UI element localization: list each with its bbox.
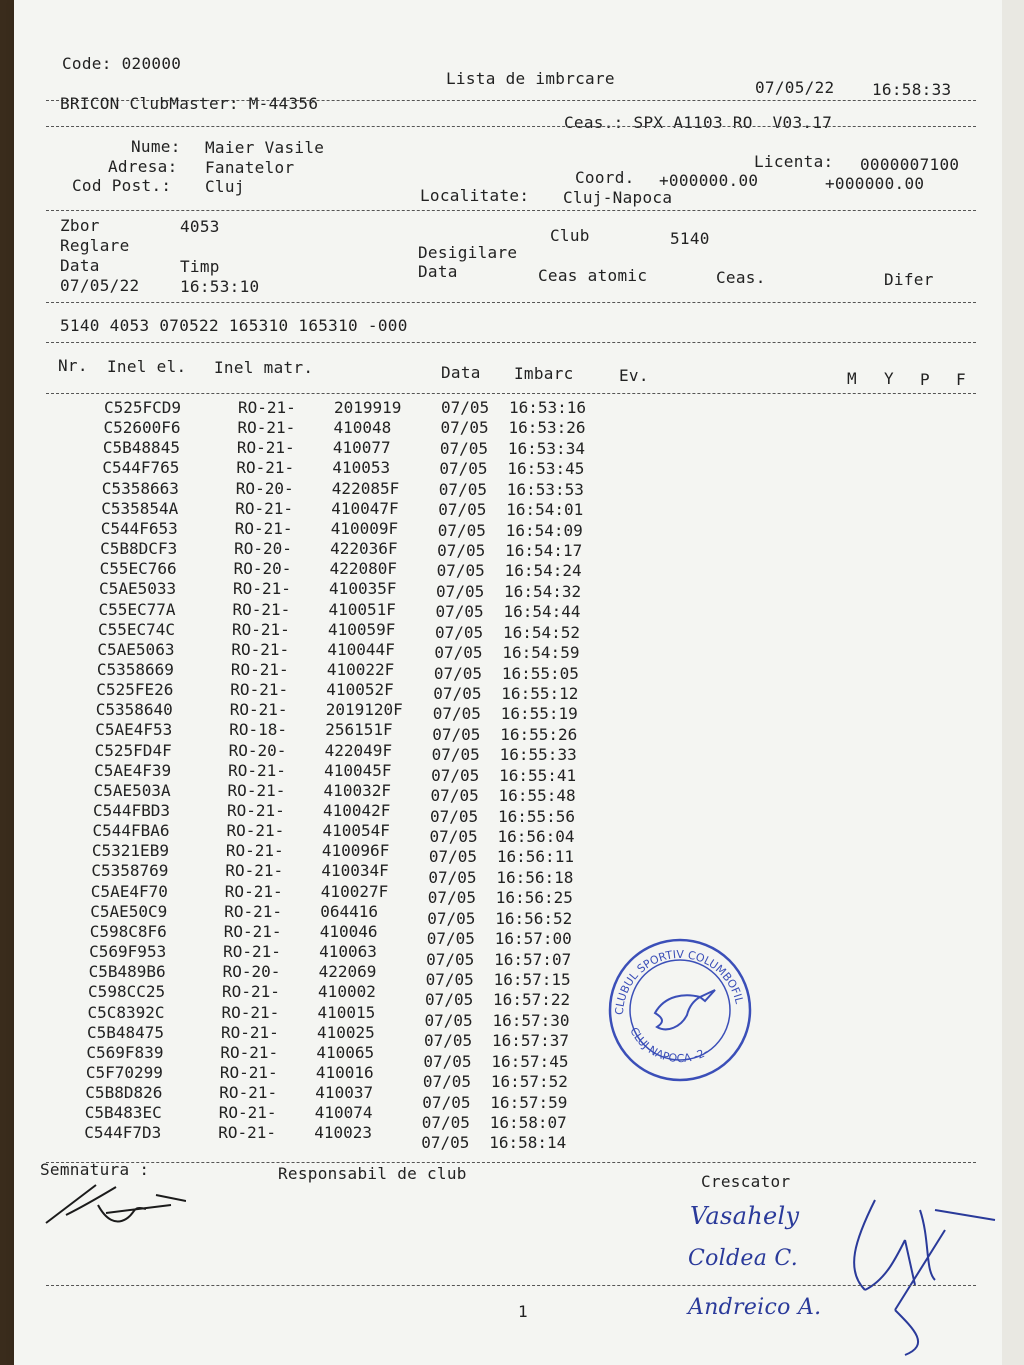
ring-prefix: RO-21- xyxy=(238,398,296,417)
svg-text:CLUJ-NAPOCA -2-: CLUJ-NAPOCA -2- xyxy=(627,1025,711,1066)
ring-prefix: RO-21- xyxy=(218,1103,277,1123)
ring-number: 422080F xyxy=(329,559,398,579)
electronic-ring: C525FE26 xyxy=(96,680,174,700)
ring-prefix: RO-20- xyxy=(233,559,292,579)
ring-prefix: RO-21- xyxy=(234,518,293,538)
electronic-ring: C5358640 xyxy=(95,700,173,720)
coord-label: Coord. xyxy=(575,168,635,187)
entry-time: 16:55:56 xyxy=(498,806,576,826)
ring-number: 422036F xyxy=(330,539,398,559)
ring-number: 410077 xyxy=(332,438,391,458)
entry-time: 16:54:09 xyxy=(505,520,583,540)
entry-time: 16:57:30 xyxy=(492,1010,570,1030)
ring-number: 410051F xyxy=(328,599,396,619)
ring-prefix: RO-21- xyxy=(225,861,284,881)
signature-scribble xyxy=(835,1180,1000,1360)
separator xyxy=(46,393,976,394)
electronic-ring: C535854A xyxy=(101,498,179,518)
ring-number: 410009F xyxy=(330,518,399,538)
entry-date: 07/05 xyxy=(430,786,479,806)
entry-time: 16:57:22 xyxy=(493,990,571,1010)
desigilare-label: Desigilare xyxy=(418,243,518,262)
electronic-ring: C52600F6 xyxy=(103,418,181,438)
code-label: Code: 020000 xyxy=(62,54,182,73)
coord-x: +000000.00 xyxy=(659,171,759,190)
entry-time: 16:57:00 xyxy=(494,929,572,949)
entry-date: 07/05 xyxy=(429,826,478,846)
ring-prefix: RO-21- xyxy=(230,659,289,679)
electronic-ring: C544FBA6 xyxy=(92,821,170,841)
electronic-ring: C5358663 xyxy=(101,478,179,498)
entry-date: 07/05 xyxy=(422,1072,472,1092)
ring-prefix: RO-21- xyxy=(231,639,290,659)
ring-number: 410046 xyxy=(319,921,378,941)
separator xyxy=(46,342,976,343)
ring-number: 410016 xyxy=(315,1062,374,1082)
separator xyxy=(46,126,976,127)
ring-number: 410065 xyxy=(316,1042,375,1062)
ring-number: 410074 xyxy=(314,1103,373,1123)
electronic-ring: C5F70299 xyxy=(85,1062,163,1082)
entry-date: 07/05 xyxy=(439,438,489,458)
entry-time: 16:54:44 xyxy=(503,602,581,622)
entry-date: 07/05 xyxy=(426,949,475,969)
entry-date: 07/05 xyxy=(423,1031,473,1051)
entry-date: 07/05 xyxy=(434,622,484,642)
ring-number: 410052F xyxy=(326,680,394,700)
ring-prefix: RO-21- xyxy=(231,619,290,639)
ring-prefix: RO-21- xyxy=(236,458,295,478)
electronic-ring: C5358669 xyxy=(96,659,174,679)
entry-date: 07/05 xyxy=(428,847,478,867)
electronic-ring: C598C8F6 xyxy=(89,921,167,941)
entry-date: 07/05 xyxy=(435,602,484,622)
ring-number: 422049F xyxy=(324,740,393,760)
col-header-data: Data xyxy=(441,363,481,382)
ring-number: 2019120F xyxy=(325,700,403,720)
entry-time: 16:57:45 xyxy=(491,1051,569,1071)
club-value: 5140 xyxy=(670,229,710,248)
entry-time: 16:54:59 xyxy=(502,643,580,663)
ring-number: 410063 xyxy=(319,942,377,962)
club-label: Club xyxy=(550,226,590,245)
ceas-label: Ceas. xyxy=(716,268,766,287)
separator xyxy=(46,1162,976,1163)
ring-number: 410035F xyxy=(329,579,397,599)
entry-time: 16:58:07 xyxy=(489,1112,567,1132)
ring-prefix: RO-20- xyxy=(234,539,292,559)
ring-number: 256151F xyxy=(325,720,393,740)
address-label: Adresa: xyxy=(108,157,178,176)
entry-time: 16:56:04 xyxy=(497,826,575,846)
ring-number: 2019919 xyxy=(334,398,402,417)
ring-prefix: RO-18- xyxy=(229,720,287,740)
ring-prefix: RO-21- xyxy=(224,881,283,901)
ring-prefix: RO-21- xyxy=(229,700,288,720)
ring-number: 410045F xyxy=(324,760,392,780)
entry-date: 07/05 xyxy=(432,724,481,744)
entry-date: 07/05 xyxy=(421,1133,470,1153)
entry-date: 07/05 xyxy=(425,990,474,1010)
electronic-ring: C544FBD3 xyxy=(93,801,171,820)
ring-prefix: RO-21- xyxy=(222,982,280,1002)
electronic-ring: C5B489B6 xyxy=(88,962,166,982)
col-header-y: Y xyxy=(884,369,894,388)
electronic-ring: C569F953 xyxy=(89,942,167,962)
document-title: Lista de imbrcare xyxy=(446,69,615,88)
ring-prefix: RO-21- xyxy=(219,1083,278,1103)
ring-number: 410032F xyxy=(323,780,391,800)
timp-label: Timp xyxy=(180,257,220,276)
separator xyxy=(46,302,976,303)
postal-label: Cod Post.: xyxy=(72,176,172,195)
name-label: Nume: xyxy=(131,137,181,156)
col-header-imbarc: Imbarc xyxy=(514,364,574,383)
entry-time: 16:57:15 xyxy=(493,969,571,989)
entry-time: 16:54:01 xyxy=(506,500,584,520)
signature-scribble xyxy=(36,1175,186,1235)
ring-number: 410034F xyxy=(321,861,389,881)
owner-license: 0000007100 xyxy=(860,155,960,174)
svg-text:CLUBUL SPORTIV COLUMBOFIL: CLUBUL SPORTIV COLUMBOFIL xyxy=(612,947,746,1016)
ring-prefix: RO-21- xyxy=(223,921,282,941)
entry-time: 16:55:48 xyxy=(498,786,576,806)
ring-number: 410027F xyxy=(320,881,389,901)
entry-date: 07/05 xyxy=(439,459,488,479)
electronic-ring: C5AE4F39 xyxy=(94,760,172,780)
entry-date: 07/05 xyxy=(441,398,490,417)
entry-date: 07/05 xyxy=(430,806,479,826)
reglare-label: Reglare xyxy=(60,236,130,255)
club-stamp xyxy=(605,935,755,1089)
electronic-ring: C5B8D826 xyxy=(85,1083,163,1103)
electronic-ring: C5AE5033 xyxy=(99,579,177,599)
ring-number: 422069 xyxy=(318,962,377,982)
entry-time: 16:57:37 xyxy=(491,1031,569,1051)
signature-label: Semnatura : xyxy=(40,1160,150,1179)
entry-date: 07/05 xyxy=(438,479,487,499)
ring-prefix: RO-21- xyxy=(235,498,294,518)
entry-date: 07/05 xyxy=(425,969,474,989)
entry-time: 16:53:45 xyxy=(507,459,585,479)
license-label: Licenta: xyxy=(754,152,834,171)
ceas-atomic-label: Ceas atomic xyxy=(538,266,648,285)
ring-number: 410015 xyxy=(317,1002,376,1022)
ring-number: 410037 xyxy=(315,1083,374,1103)
electronic-ring: C55EC77A xyxy=(98,599,176,619)
entry-date: 07/05 xyxy=(437,540,486,560)
ring-prefix: RO-21- xyxy=(227,801,285,820)
entry-time: 16:56:25 xyxy=(495,888,573,908)
zbor-label: Zbor xyxy=(60,216,100,235)
ring-prefix: RO-21- xyxy=(224,901,283,921)
entry-date: 07/05 xyxy=(428,867,477,887)
electronic-ring: C5AE4F53 xyxy=(95,720,173,740)
ring-prefix: RO-21- xyxy=(220,1022,279,1042)
entry-date: 07/05 xyxy=(434,643,483,663)
breeder-label: Crescator xyxy=(701,1172,791,1191)
entry-date: 07/05 xyxy=(436,561,485,581)
entry-time: 16:55:41 xyxy=(499,765,577,785)
entry-date: 07/05 xyxy=(426,929,475,949)
stamp-seal xyxy=(605,935,755,1085)
ring-number: 064416 xyxy=(320,901,379,921)
entry-time: 16:55:12 xyxy=(501,683,579,703)
col-header-ev: Ev. xyxy=(619,366,649,385)
electronic-ring: C5321EB9 xyxy=(91,841,169,861)
electronic-ring: C525FCD9 xyxy=(104,398,182,417)
entry-time: 16:54:52 xyxy=(502,622,580,642)
underlying-sheet xyxy=(1002,0,1024,1365)
ring-prefix: RO-21- xyxy=(220,1042,279,1062)
separator xyxy=(46,1285,976,1286)
flight-code-line: 5140 4053 070522 165310 165310 -000 xyxy=(60,316,408,335)
ring-prefix: RO-21- xyxy=(236,438,295,458)
handwritten-signature: Andreico A. xyxy=(688,1295,822,1320)
electronic-ring: C544F765 xyxy=(102,458,180,478)
entry-time: 16:57:07 xyxy=(494,949,572,969)
entry-date: 07/05 xyxy=(424,1010,473,1030)
print-date: 07/05/22 xyxy=(755,78,835,97)
handwritten-signature: Vasahely xyxy=(690,1202,800,1230)
electronic-ring: C5B8DCF3 xyxy=(100,539,178,559)
electronic-ring: C598CC25 xyxy=(88,982,166,1002)
entry-time: 16:55:19 xyxy=(500,704,578,724)
ring-prefix: RO-20- xyxy=(222,962,281,982)
entry-date: 07/05 xyxy=(422,1092,471,1112)
entry-date: 07/05 xyxy=(440,418,489,438)
entry-time: 16:54:32 xyxy=(504,581,582,601)
entry-date: 07/05 xyxy=(431,765,480,785)
entry-date: 07/05 xyxy=(433,663,483,683)
entry-date: 07/05 xyxy=(427,888,476,908)
ring-number: 410096F xyxy=(321,841,390,861)
entry-date: 07/05 xyxy=(433,683,482,703)
entry-time: 16:54:24 xyxy=(504,561,582,581)
ring-number: 410054F xyxy=(322,821,390,841)
club-responsible-label: Responsabil de club xyxy=(278,1164,467,1183)
entry-date: 07/05 xyxy=(427,908,476,928)
entry-time: 16:55:26 xyxy=(500,724,578,744)
entry-time: 16:56:52 xyxy=(495,908,573,928)
brand-line: BRICON ClubMaster: M-44356 xyxy=(60,94,319,113)
col-header-m: M xyxy=(847,369,857,388)
reglare-date: 07/05/22 xyxy=(60,276,140,295)
ring-number: 410059F xyxy=(327,619,396,639)
coord-y: +000000.00 xyxy=(825,174,925,193)
handwritten-signature: Coldea C. xyxy=(688,1246,799,1271)
electronic-ring: C544F653 xyxy=(100,518,178,538)
col-header-inel-matr: Inel matr. xyxy=(214,358,314,377)
entry-time: 16:57:52 xyxy=(490,1072,568,1092)
ring-number: 410048 xyxy=(333,418,392,438)
entry-time: 16:53:16 xyxy=(509,398,587,417)
entry-time: 16:54:17 xyxy=(505,540,583,560)
entry-date: 07/05 xyxy=(431,745,480,765)
electronic-ring: C5C8392C xyxy=(87,1002,165,1022)
electronic-ring: C5B483EC xyxy=(84,1103,162,1123)
ring-number: 422085F xyxy=(331,478,400,498)
electronic-ring: C5AE50C9 xyxy=(90,901,168,921)
ring-prefix: RO-21- xyxy=(237,418,296,438)
ring-prefix: RO-21- xyxy=(219,1062,278,1082)
page-number: 1 xyxy=(518,1302,528,1321)
electronic-ring: C544F7D3 xyxy=(84,1123,162,1143)
col-header-inel-el: Inel el. xyxy=(107,357,187,376)
electronic-ring: C5AE503A xyxy=(93,780,171,800)
col-header-p: P xyxy=(920,370,930,389)
ring-number: 410047F xyxy=(331,498,399,518)
entry-time: 16:53:53 xyxy=(506,479,584,499)
ring-prefix: RO-20- xyxy=(235,478,294,498)
owner-postal: Cluj xyxy=(205,177,245,196)
ring-prefix: RO-20- xyxy=(228,740,287,760)
ring-prefix: RO-21- xyxy=(232,599,291,619)
desigilare-data-label: Data xyxy=(418,262,458,281)
ring-prefix: RO-21- xyxy=(228,760,286,780)
entry-time: 16:58:14 xyxy=(489,1133,567,1153)
entry-date: 07/05 xyxy=(421,1112,470,1132)
electronic-ring: C55EC74C xyxy=(97,619,175,639)
entry-time: 16:57:59 xyxy=(490,1092,568,1112)
electronic-ring: C5AE5063 xyxy=(97,639,175,659)
ring-prefix: RO-21- xyxy=(226,821,285,841)
entry-time: 16:53:34 xyxy=(507,438,585,458)
difer-label: Difer xyxy=(884,270,934,289)
reglare-time: 16:53:10 xyxy=(180,277,260,296)
electronic-ring: C525FD4F xyxy=(94,740,172,760)
ring-number: 410002 xyxy=(318,982,376,1002)
ring-prefix: RO-21- xyxy=(225,841,284,861)
separator xyxy=(46,210,976,211)
electronic-ring: C5B48845 xyxy=(102,438,180,458)
entry-time: 16:55:33 xyxy=(499,745,577,765)
entry-time: 16:53:26 xyxy=(508,418,586,438)
entry-date: 07/05 xyxy=(432,704,481,724)
owner-locality: Cluj-Napoca xyxy=(563,188,673,207)
owner-name: Maier Vasile xyxy=(205,138,325,157)
col-header-f: F xyxy=(956,370,966,389)
ring-prefix: RO-21- xyxy=(233,579,291,599)
col-header-nr: Nr. xyxy=(58,356,88,375)
ring-number: 410042F xyxy=(323,801,391,820)
entry-time: 16:56:11 xyxy=(496,847,574,867)
electronic-ring: C5358769 xyxy=(91,861,169,881)
ring-prefix: RO-21- xyxy=(230,680,289,700)
electronic-ring: C55EC766 xyxy=(99,559,177,579)
ring-number: 410053 xyxy=(332,458,391,478)
print-time: 16:58:33 xyxy=(872,80,952,99)
entry-time: 16:56:18 xyxy=(496,867,574,887)
clock-line: Ceas.: SPX A1103 RO V03.17 xyxy=(564,113,833,132)
owner-address: Fanatelor xyxy=(205,158,295,177)
ring-number: 410022F xyxy=(326,659,395,679)
ring-prefix: RO-21- xyxy=(221,1002,280,1022)
electronic-ring: C5B48475 xyxy=(86,1022,164,1042)
entry-date: 07/05 xyxy=(436,581,485,601)
ring-number: 410025 xyxy=(316,1022,375,1042)
ring-prefix: RO-21- xyxy=(227,780,286,800)
entry-date: 07/05 xyxy=(423,1051,472,1071)
locality-label: Localitate: xyxy=(420,186,530,205)
electronic-ring: C5AE4F70 xyxy=(90,881,168,901)
entry-date: 07/05 xyxy=(437,520,486,540)
ring-prefix: RO-21- xyxy=(218,1123,276,1143)
data-label: Data xyxy=(60,256,100,275)
electronic-ring: C569F839 xyxy=(86,1042,164,1062)
ring-number: 410044F xyxy=(327,639,395,659)
zbor-value: 4053 xyxy=(180,217,220,236)
ring-prefix: RO-21- xyxy=(223,942,281,962)
ring-number: 410023 xyxy=(314,1123,372,1143)
entry-date: 07/05 xyxy=(438,500,487,520)
entry-time: 16:55:05 xyxy=(501,663,579,683)
